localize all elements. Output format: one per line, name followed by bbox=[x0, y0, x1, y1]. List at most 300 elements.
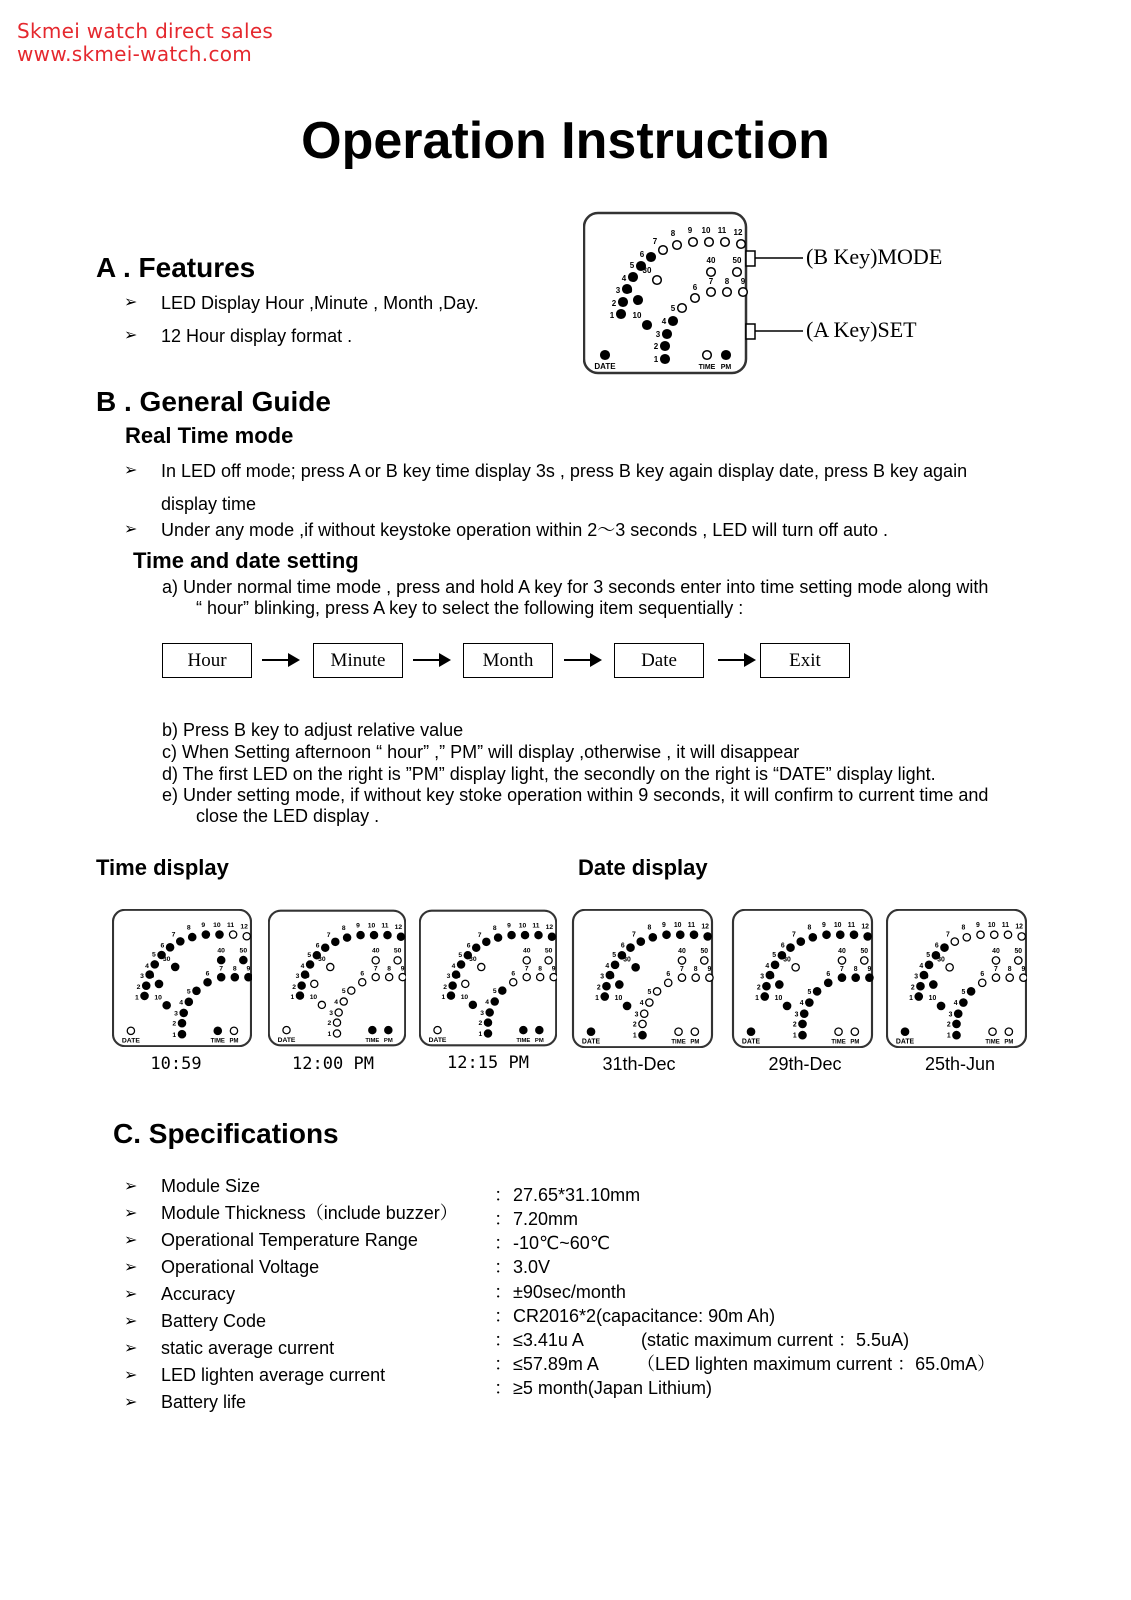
led-hour-label: 8 bbox=[492, 925, 497, 933]
led-hour-label: 3 bbox=[140, 973, 144, 980]
led-pm-indicator bbox=[1005, 1028, 1012, 1035]
led-unit-4 bbox=[340, 998, 347, 1005]
led-unit-4 bbox=[646, 999, 653, 1006]
led-unit-label: 8 bbox=[232, 965, 237, 973]
led-unit-label: 8 bbox=[387, 965, 392, 973]
led-hour-1 bbox=[617, 310, 626, 319]
led-minute-label: 40 bbox=[217, 947, 225, 955]
led-unit-3 bbox=[180, 1009, 187, 1016]
led-minute-label: 30 bbox=[642, 266, 652, 275]
date-label: DATE bbox=[277, 1036, 296, 1044]
led-hour-label: 9 bbox=[976, 922, 980, 930]
led-unit-1 bbox=[661, 355, 670, 364]
setting-d: d) The first LED on the right is ”PM” display light, the secondly on the right is “DATE” display light. bbox=[162, 764, 936, 784]
led-minute-50 bbox=[701, 957, 708, 964]
led-date-indicator bbox=[434, 1027, 441, 1034]
date-label: DATE bbox=[594, 362, 616, 371]
led-unit-2 bbox=[799, 1020, 806, 1027]
led-unit-5 bbox=[967, 988, 974, 995]
flow-step-minute: Minute bbox=[313, 643, 403, 678]
led-hour-9 bbox=[977, 931, 984, 938]
led-date-indicator bbox=[601, 351, 610, 360]
led-hour-8 bbox=[189, 933, 196, 940]
led-hour-label: 11 bbox=[717, 226, 727, 235]
led-minute-label: 10 bbox=[774, 994, 783, 1002]
example-watch-face bbox=[112, 909, 252, 1047]
led-minute-10 bbox=[623, 1002, 630, 1009]
led-unit-label: 5 bbox=[807, 988, 812, 996]
led-date-indicator bbox=[587, 1028, 594, 1035]
led-unit-label: 4 bbox=[639, 1000, 644, 1008]
led-hour-label: 9 bbox=[662, 922, 666, 930]
led-minute-label: 40 bbox=[992, 947, 1000, 955]
led-unit-label: 5 bbox=[647, 988, 652, 996]
led-minute-10 bbox=[937, 1002, 944, 1009]
features-heading: A . Features bbox=[96, 252, 256, 283]
led-minute-20 bbox=[616, 981, 623, 988]
watch-face-group bbox=[733, 910, 873, 1047]
led-hour-label: 11 bbox=[1001, 922, 1010, 930]
example-caption-1: 10:59 bbox=[150, 1054, 202, 1074]
led-hour-label: 1 bbox=[755, 994, 759, 1002]
led-hour-12 bbox=[864, 933, 871, 940]
led-minute-label: 50 bbox=[544, 947, 553, 955]
watch-face-group bbox=[887, 910, 1027, 1047]
led-unit-6 bbox=[979, 979, 986, 986]
led-hour-7 bbox=[797, 938, 804, 945]
led-hour-label: 11 bbox=[847, 922, 856, 930]
led-minute-label: 30 bbox=[623, 956, 631, 964]
led-minute-label: 30 bbox=[783, 956, 791, 964]
specs-heading: C. Specifications bbox=[113, 1118, 339, 1149]
led-unit-label: 7 bbox=[680, 965, 684, 973]
led-hour-12 bbox=[737, 240, 746, 249]
led-minute-label: 50 bbox=[732, 256, 742, 265]
pm-label: PM bbox=[1004, 1039, 1014, 1046]
led-unit-label: 4 bbox=[485, 999, 490, 1007]
led-hour-1 bbox=[447, 992, 454, 999]
led-unit-label: 7 bbox=[840, 965, 844, 973]
flow-step-exit: Exit bbox=[760, 643, 850, 678]
led-minute-10 bbox=[643, 321, 652, 330]
led-hour-label: 2 bbox=[136, 984, 141, 992]
led-minute-20 bbox=[462, 980, 469, 987]
led-hour-label: 6 bbox=[315, 942, 320, 950]
led-unit-label: 2 bbox=[327, 1020, 332, 1028]
led-unit-4 bbox=[960, 999, 967, 1006]
led-unit-label: 5 bbox=[186, 988, 191, 996]
led-unit-label: 1 bbox=[327, 1031, 332, 1039]
led-unit-label: 9 bbox=[551, 965, 556, 973]
led-unit-label: 7 bbox=[373, 965, 378, 973]
led-unit-8 bbox=[723, 288, 732, 297]
led-minute-30 bbox=[172, 963, 179, 970]
pm-label: PM bbox=[534, 1037, 544, 1044]
led-unit-label: 4 bbox=[334, 999, 339, 1007]
led-unit-label: 1 bbox=[632, 1032, 637, 1040]
realtime-item-2: Under any mode ,if without keystoke operation within 2～3 seconds , LED will turn off auto . bbox=[161, 520, 889, 540]
led-minute-label: 10 bbox=[632, 311, 642, 320]
led-unit-6 bbox=[665, 979, 672, 986]
spec-label: Operational Voltage bbox=[161, 1257, 320, 1277]
led-hour-label: 10 bbox=[833, 922, 842, 930]
led-hour-label: 3 bbox=[760, 973, 765, 981]
b-key-button bbox=[746, 251, 755, 266]
led-hour-11 bbox=[721, 238, 730, 247]
led-hour-10 bbox=[705, 238, 714, 247]
led-unit-label: 6 bbox=[360, 970, 365, 978]
led-hour-label: 12 bbox=[1015, 923, 1023, 931]
realtime-heading: Real Time mode bbox=[125, 423, 294, 448]
led-unit-label: 3 bbox=[480, 1010, 484, 1018]
led-hour-label: 4 bbox=[919, 963, 924, 971]
led-hour-4 bbox=[629, 273, 638, 282]
led-unit-7 bbox=[992, 974, 999, 981]
led-hour-2 bbox=[917, 983, 924, 990]
led-unit-label: 9 bbox=[1021, 965, 1026, 973]
led-minute-10 bbox=[469, 1001, 476, 1008]
led-minute-label: 40 bbox=[522, 947, 531, 955]
led-unit-label: 8 bbox=[724, 277, 730, 286]
led-unit-label: 5 bbox=[492, 988, 497, 996]
led-date-indicator bbox=[901, 1028, 908, 1035]
led-unit-label: 2 bbox=[478, 1020, 483, 1028]
spec-label: Battery life bbox=[161, 1392, 247, 1412]
led-hour-label: 7 bbox=[652, 237, 658, 246]
led-hour-10 bbox=[370, 931, 377, 938]
led-unit-4 bbox=[669, 317, 678, 326]
led-hour-label: 5 bbox=[629, 261, 635, 270]
spec-separator: ： bbox=[494, 1185, 512, 1205]
led-hour-label: 7 bbox=[946, 931, 950, 939]
led-hour-6 bbox=[322, 944, 329, 951]
spec-separator: ： bbox=[494, 1233, 512, 1253]
realtime-item-1-cont: display time bbox=[161, 494, 257, 514]
led-hour-4 bbox=[771, 961, 778, 968]
spec-value: ±90sec/month bbox=[513, 1282, 626, 1302]
led-unit-label: 5 bbox=[961, 988, 966, 996]
led-unit-8 bbox=[537, 974, 544, 981]
date-label: DATE bbox=[121, 1037, 140, 1045]
led-hour-12 bbox=[1018, 933, 1025, 940]
led-unit-label: 3 bbox=[634, 1011, 639, 1019]
led-hour-label: 11 bbox=[381, 922, 389, 930]
led-hour-2 bbox=[603, 983, 610, 990]
spec-label: LED lighten average current bbox=[161, 1365, 386, 1385]
led-hour-label: 6 bbox=[466, 942, 471, 950]
led-minute-10 bbox=[783, 1002, 790, 1009]
led-unit-label: 9 bbox=[246, 965, 251, 973]
led-hour-label: 5 bbox=[307, 951, 312, 959]
led-unit-1 bbox=[333, 1030, 340, 1037]
led-unit-9 bbox=[1020, 974, 1027, 981]
watermark-url: www.skmei-watch.com bbox=[17, 42, 253, 66]
led-hour-label: 4 bbox=[145, 962, 149, 970]
led-hour-label: 12 bbox=[733, 228, 743, 237]
led-minute-40 bbox=[838, 957, 845, 964]
led-hour-11 bbox=[1004, 931, 1011, 938]
led-unit-9 bbox=[706, 974, 713, 981]
led-unit-label: 8 bbox=[1007, 965, 1012, 973]
watch-face-group bbox=[113, 910, 252, 1046]
bullet-icon: ➢ bbox=[124, 1367, 138, 1384]
led-unit-label: 3 bbox=[174, 1010, 178, 1018]
led-unit-3 bbox=[641, 1010, 648, 1017]
spec-separator: ： bbox=[494, 1306, 512, 1326]
led-hour-label: 10 bbox=[213, 921, 221, 929]
led-minute-40 bbox=[218, 956, 225, 963]
spec-label: static average current bbox=[161, 1338, 335, 1358]
example-caption-3: 12:15 PM bbox=[447, 1053, 529, 1073]
led-hour-label: 8 bbox=[807, 924, 812, 932]
led-hour-label: 8 bbox=[961, 924, 966, 932]
bullet-icon: ➢ bbox=[124, 1259, 138, 1276]
setting-a: a) Under normal time mode , press and hold A key for 3 seconds enter into time setting mode along with bbox=[162, 577, 989, 597]
led-hour-8 bbox=[494, 934, 501, 941]
led-hour-label: 2 bbox=[756, 984, 761, 992]
led-unit-label: 9 bbox=[707, 965, 712, 973]
date-label: DATE bbox=[581, 1038, 601, 1046]
led-hour-12 bbox=[548, 933, 555, 940]
watch-face-group bbox=[420, 911, 557, 1046]
led-hour-1 bbox=[141, 992, 148, 999]
spec-value: 7.20mm bbox=[513, 1209, 579, 1229]
led-hour-7 bbox=[637, 938, 644, 945]
watermark-line-1: Skmei watch direct sales bbox=[17, 19, 274, 43]
led-unit-6 bbox=[691, 294, 700, 303]
led-minute-30 bbox=[632, 964, 639, 971]
led-hour-label: 6 bbox=[639, 250, 645, 259]
bullet-icon: ➢ bbox=[124, 462, 138, 479]
led-hour-11 bbox=[850, 931, 857, 938]
led-unit-6 bbox=[359, 979, 366, 986]
led-unit-label: 2 bbox=[653, 342, 659, 351]
spec-value: -10℃~60℃ bbox=[513, 1233, 610, 1253]
spec-separator: ： bbox=[494, 1209, 512, 1229]
led-hour-label: 5 bbox=[458, 951, 463, 959]
led-unit-label: 9 bbox=[867, 965, 872, 973]
led-unit-label: 6 bbox=[205, 970, 210, 978]
led-hour-1 bbox=[915, 993, 922, 1000]
led-hour-2 bbox=[763, 983, 770, 990]
led-unit-label: 1 bbox=[478, 1031, 483, 1039]
led-hour-label: 6 bbox=[160, 942, 165, 950]
led-minute-label: 30 bbox=[162, 955, 171, 963]
led-unit-label: 3 bbox=[948, 1011, 953, 1019]
spec-separator: ： bbox=[494, 1354, 512, 1374]
led-unit-6 bbox=[204, 979, 211, 986]
led-hour-label: 2 bbox=[611, 299, 617, 308]
pm-label: PM bbox=[690, 1039, 700, 1046]
led-hour-6 bbox=[941, 944, 948, 951]
led-hour-6 bbox=[473, 944, 480, 951]
led-hour-label: 6 bbox=[620, 942, 625, 950]
led-unit-7 bbox=[218, 973, 225, 980]
time-label: TIME bbox=[365, 1037, 380, 1044]
led-minute-label: 50 bbox=[239, 947, 248, 955]
led-unit-3 bbox=[335, 1009, 342, 1016]
led-minute-label: 10 bbox=[309, 994, 318, 1002]
watch-face-group bbox=[584, 213, 747, 373]
bullet-icon: ➢ bbox=[124, 521, 138, 538]
led-unit-8 bbox=[231, 973, 238, 980]
spec-value: CR2016*2(capacitance: 90m Ah) bbox=[513, 1306, 776, 1326]
led-minute-30 bbox=[792, 964, 799, 971]
setting-e-cont: close the LED display . bbox=[196, 806, 380, 826]
spec-value-extra: （LED lighten maximum current ：65.0mA） bbox=[637, 1354, 996, 1374]
led-unit-label: 6 bbox=[826, 970, 831, 978]
led-unit-label: 7 bbox=[708, 277, 714, 286]
led-unit-2 bbox=[178, 1019, 185, 1026]
led-minute-50 bbox=[1015, 957, 1022, 964]
led-unit-1 bbox=[178, 1031, 185, 1038]
spec-label: Battery Code bbox=[161, 1311, 267, 1331]
led-unit-9 bbox=[866, 974, 873, 981]
led-date-indicator bbox=[283, 1027, 290, 1034]
led-hour-7 bbox=[177, 938, 184, 945]
spec-separator: ： bbox=[494, 1378, 512, 1398]
led-minute-30 bbox=[946, 964, 953, 971]
led-unit-label: 6 bbox=[980, 970, 985, 978]
led-time-indicator bbox=[703, 351, 712, 360]
led-unit-1 bbox=[484, 1030, 491, 1037]
led-hour-label: 8 bbox=[341, 925, 346, 933]
led-hour-label: 5 bbox=[612, 952, 617, 960]
led-pm-indicator bbox=[230, 1027, 237, 1034]
spec-value: ≤57.89m A bbox=[513, 1354, 599, 1374]
b-key-label: (B Key)MODE bbox=[806, 244, 943, 269]
spec-value: 27.65*31.10mm bbox=[513, 1185, 641, 1205]
arrow-right-icon bbox=[413, 659, 449, 661]
led-hour-label: 5 bbox=[926, 952, 931, 960]
led-hour-label: 1 bbox=[134, 994, 139, 1002]
led-hour-9 bbox=[202, 931, 209, 938]
led-unit-label: 1 bbox=[792, 1032, 797, 1040]
led-minute-30 bbox=[653, 276, 662, 285]
led-unit-9 bbox=[245, 973, 252, 980]
led-unit-2 bbox=[661, 342, 670, 351]
spec-label: Operational Temperature Range bbox=[161, 1230, 418, 1250]
led-minute-label: 20 bbox=[453, 973, 461, 980]
led-unit-9 bbox=[550, 974, 557, 981]
led-minute-label: 30 bbox=[318, 956, 326, 964]
led-unit-2 bbox=[639, 1020, 646, 1027]
time-label: TIME bbox=[985, 1039, 1000, 1046]
led-unit-label: 1 bbox=[653, 355, 659, 364]
spec-label: Module Thickness（include buzzer） bbox=[161, 1203, 458, 1223]
led-hour-7 bbox=[951, 938, 958, 945]
example-watch-face bbox=[571, 909, 714, 1048]
led-hour-10 bbox=[991, 931, 998, 938]
led-hour-label: 9 bbox=[507, 922, 511, 930]
led-minute-40 bbox=[523, 957, 530, 964]
led-unit-6 bbox=[825, 979, 832, 986]
led-unit-label: 5 bbox=[670, 304, 676, 313]
example-watch-face bbox=[419, 909, 557, 1047]
flow-step-hour: Hour bbox=[162, 643, 252, 678]
time-label: TIME bbox=[671, 1039, 686, 1046]
led-hour-7 bbox=[659, 246, 668, 255]
flow-step-month: Month bbox=[463, 643, 553, 678]
led-minute-30 bbox=[478, 963, 485, 970]
led-hour-1 bbox=[761, 993, 768, 1000]
led-minute-40 bbox=[678, 957, 685, 964]
led-hour-4 bbox=[151, 961, 158, 968]
led-minute-50 bbox=[394, 957, 401, 964]
led-unit-1 bbox=[639, 1031, 646, 1038]
realtime-item-1: In LED off mode; press A or B key time display 3s , press B key again display date, press B key again bbox=[161, 461, 968, 481]
led-unit-label: 4 bbox=[799, 1000, 804, 1008]
led-minute-label: 20 bbox=[302, 973, 310, 980]
led-unit-2 bbox=[484, 1019, 491, 1026]
date-label: DATE bbox=[428, 1036, 447, 1044]
led-hour-8 bbox=[649, 934, 656, 941]
led-time-indicator bbox=[835, 1028, 842, 1035]
led-hour-11 bbox=[229, 931, 236, 938]
spec-separator: ： bbox=[494, 1282, 512, 1302]
led-unit-label: 7 bbox=[219, 965, 224, 973]
led-hour-9 bbox=[508, 931, 515, 938]
led-unit-2 bbox=[333, 1019, 340, 1026]
led-hour-8 bbox=[809, 934, 816, 941]
led-minute-10 bbox=[318, 1001, 325, 1008]
led-hour-6 bbox=[166, 944, 173, 951]
led-unit-5 bbox=[499, 987, 506, 994]
led-minute-10 bbox=[163, 1002, 170, 1009]
guide-heading: B . General Guide bbox=[96, 386, 331, 417]
led-minute-30 bbox=[327, 963, 334, 970]
led-hour-label: 4 bbox=[605, 963, 610, 971]
bullet-icon: ➢ bbox=[124, 327, 138, 344]
led-hour-label: 10 bbox=[701, 226, 711, 235]
led-hour-label: 2 bbox=[292, 983, 296, 991]
time-label: TIME bbox=[831, 1039, 846, 1046]
led-hour-label: 6 bbox=[934, 942, 939, 950]
led-hour-1 bbox=[296, 992, 303, 999]
led-minute-label: 50 bbox=[1014, 947, 1023, 955]
led-hour-label: 7 bbox=[477, 931, 482, 939]
spec-separator: ： bbox=[494, 1257, 512, 1277]
led-unit-3 bbox=[486, 1009, 493, 1016]
led-hour-label: 4 bbox=[300, 962, 305, 970]
led-hour-label: 12 bbox=[545, 924, 554, 932]
led-unit-label: 1 bbox=[946, 1032, 951, 1040]
led-minute-50 bbox=[240, 956, 247, 963]
led-hour-label: 2 bbox=[443, 983, 447, 991]
led-unit-label: 8 bbox=[693, 965, 698, 973]
led-minute-label: 30 bbox=[469, 956, 477, 964]
led-unit-label: 9 bbox=[400, 965, 405, 973]
led-hour-label: 2 bbox=[910, 984, 915, 992]
led-unit-7 bbox=[523, 974, 530, 981]
led-minute-20 bbox=[776, 981, 783, 988]
led-minute-label: 10 bbox=[614, 994, 623, 1002]
led-minute-20 bbox=[634, 296, 643, 305]
time-label: TIME bbox=[516, 1037, 531, 1044]
led-minute-label: 50 bbox=[860, 947, 869, 955]
led-hour-11 bbox=[535, 931, 542, 938]
led-time-indicator bbox=[520, 1027, 527, 1034]
led-unit-label: 6 bbox=[666, 970, 671, 978]
led-unit-7 bbox=[707, 288, 716, 297]
led-minute-label: 50 bbox=[700, 947, 709, 955]
led-unit-3 bbox=[801, 1010, 808, 1017]
led-hour-label: 12 bbox=[240, 923, 248, 931]
date-display-heading: Date display bbox=[578, 855, 708, 880]
led-minute-50 bbox=[861, 957, 868, 964]
example-watch-face bbox=[886, 909, 1027, 1048]
pm-label: PM bbox=[850, 1039, 860, 1046]
